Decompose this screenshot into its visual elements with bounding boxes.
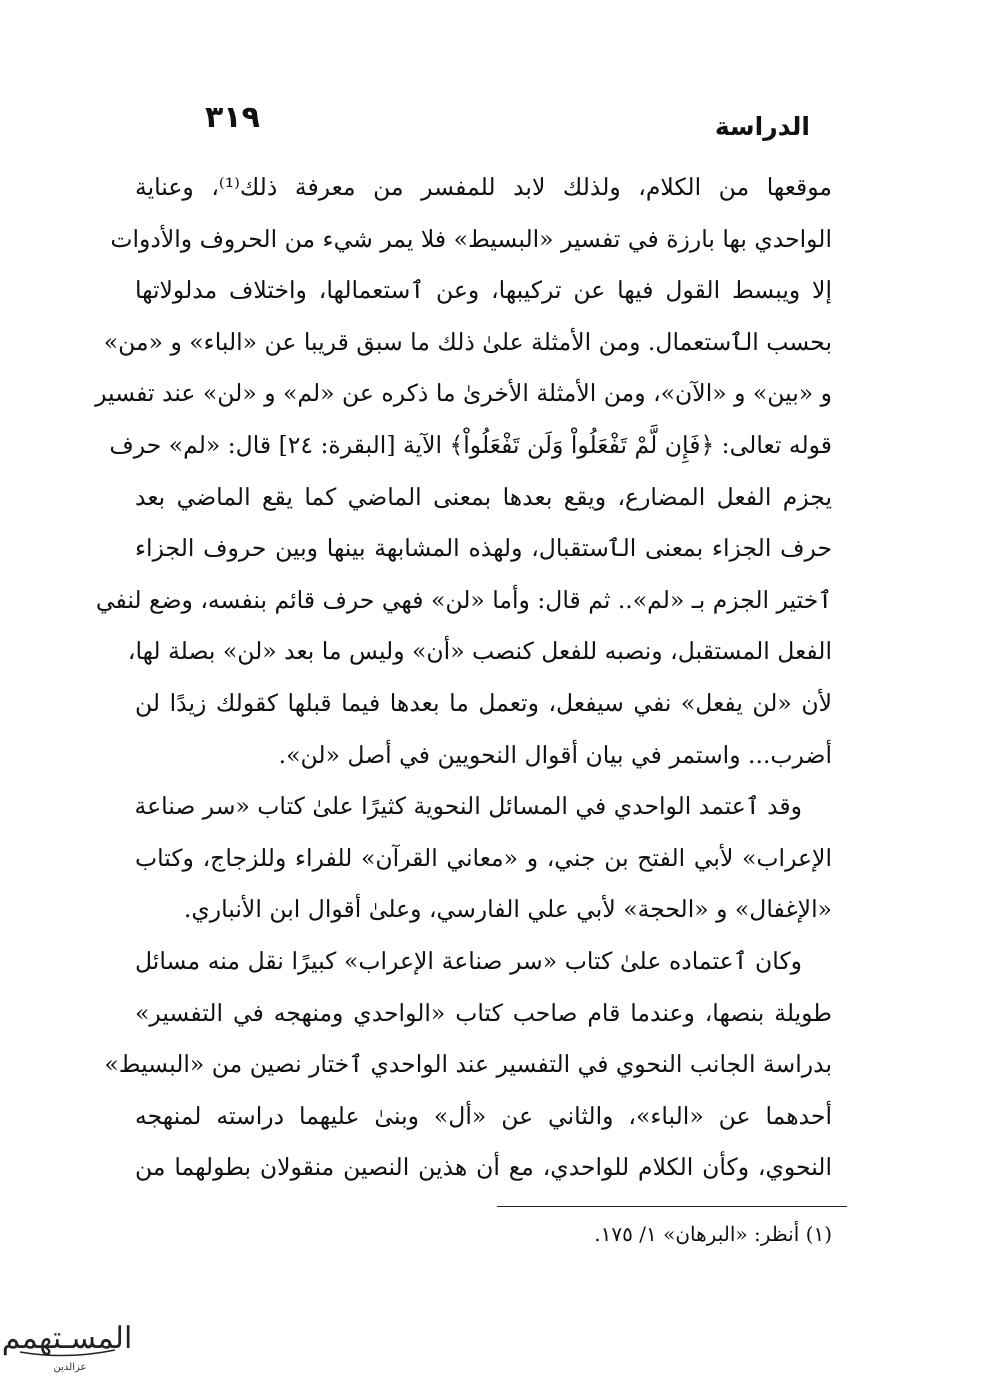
text-line: إلا ويبسط القول فيها عن تركيبها، وعن ٱستعمالها، واختلاف مدلولاتها (135, 276, 832, 305)
watermark-text: المسـتهمم (1, 1321, 133, 1356)
text-line: وكان ٱعتماده علىٰ كتاب «سر صناعة الإعراب» كبيرًا نقل منه مسائل (135, 946, 802, 975)
text-line: موقعها من الكلام، ولذلك لابد للمفسر من معرفة ذلك⁽¹⁾، وعناية (135, 173, 833, 201)
text-line: الواحدي بها بارزة في تفسير «البسيط» فلا يمر شيء من الحروف والأدوات (110, 224, 832, 253)
footnote: (١) أنظر: «البرهان» ١/ ١٧٥. (594, 1222, 832, 1246)
text-line: و «بين» و «الآن»، ومن الأمثلة الأخرىٰ ما ذكره عن «لم» و «لن» عند تفسير (95, 379, 832, 408)
text-line: وقد ٱعتمد الواحدي في المسائل النحوية كثيرًا علىٰ كتاب «سر صناعة (134, 792, 802, 821)
text-line: لأن «لن يفعل» نفي سيفعل، وتعمل ما بعدها فيما قبلها كقولك زيدًا لن (135, 688, 832, 717)
text-line: أحدهما عن «الباء»، والثاني عن «أل» وبنىٰ عليهما دراسته لمنهجه (135, 1101, 832, 1130)
running-header-title: الدراسة (714, 112, 810, 141)
footnote-divider (497, 1206, 847, 1207)
text-line: قوله تعالى: ﴿فَإِن لَّمْ تَفْعَلُواْ وَلَن تَفْعَلُواْ﴾ الآية [البقرة: ٢٤] قال: «لم» حرف (109, 430, 832, 459)
body-text (95, 162, 833, 1194)
library-watermark-logo (1, 1300, 133, 1380)
text-line: الإعراب» لأبي الفتح بن جني، و «معاني القرآن» للفراء وللزجاج، وكتاب (135, 843, 832, 872)
page-number: ٣١٩ (205, 100, 260, 135)
watermark-subtext: عزالدين (53, 1362, 87, 1373)
text-line: «الإغفال» و «الحجة» لأبي علي الفارسي، وعلىٰ أقوال ابن الأنباري. (183, 895, 832, 924)
text-line: بحسب الٱستعمال. ومن الأمثلة علىٰ ذلك ما سبق قريبا عن «الباء» و «من» (103, 327, 832, 356)
text-line: النحوي، وكأن الكلام للواحدي، مع أن هذين النصين منقولان بطولهما من (135, 1153, 832, 1182)
text-line: أضرب... واستمر في بيان أقوال النحويين في أصل «لن». (278, 740, 832, 769)
text-line: طويلة بنصها، وعندما قام صاحب كتاب «الواحدي ومنهجه في التفسير» (135, 998, 832, 1027)
text-line: ٱختير الجزم بـ «لم».. ثم قال: وأما «لن» فهي حرف قائم بنفسه، وضع لنفي (95, 585, 832, 614)
text-line: الفعل المستقبل، ونصبه للفعل كنصب «أن» وليس ما بعد «لن» بصلة لها، (127, 637, 832, 666)
text-line: حرف الجزاء بمعنى الٱستقبال، ولهذه المشابهة بينها وبين حروف الجزاء (135, 534, 832, 563)
text-line: بدراسة الجانب النحوي في التفسير عند الواحدي ٱختار نصين من «البسيط» (104, 1050, 832, 1079)
text-line: يجزم الفعل المضارع، ويقع بعدها بمعنى الماضي كما يقع الماضي بعد (135, 482, 832, 511)
